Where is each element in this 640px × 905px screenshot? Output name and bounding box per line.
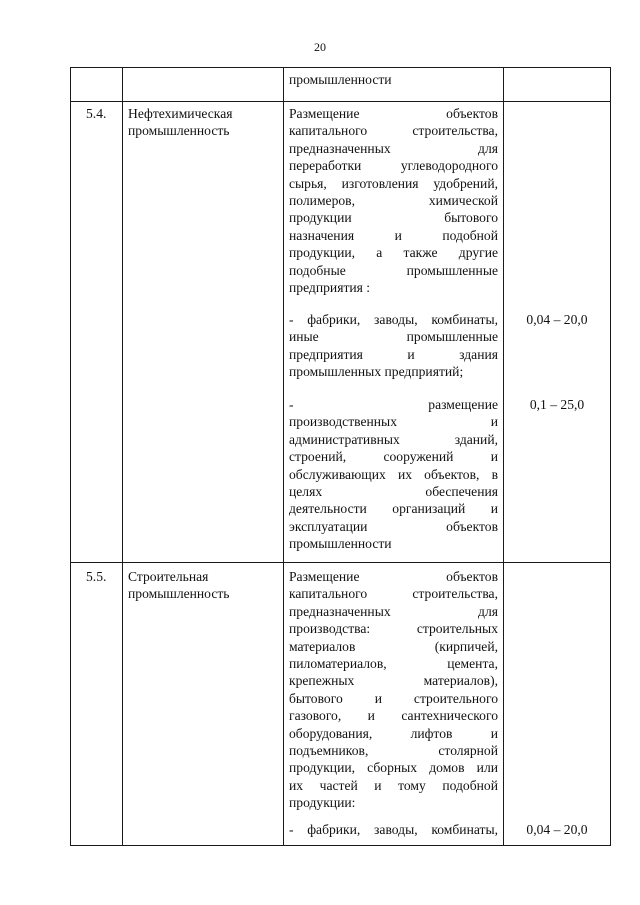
- description-line: материалов (кирпичей,: [289, 638, 498, 654]
- table-row-divider: [70, 101, 611, 102]
- row-number: 5.4.: [86, 106, 107, 121]
- description-line: подъемников, столярной: [289, 743, 498, 759]
- row-description: [289, 71, 498, 88]
- table-border-bottom: [70, 845, 611, 846]
- description-line: предназначенных для: [289, 140, 498, 156]
- description-line: целях обеспечения: [289, 484, 498, 500]
- description-line: - размещение: [289, 397, 498, 412]
- description-line: производственных и: [289, 414, 498, 430]
- table-border-left: [70, 67, 71, 846]
- description-line: продукции, сборных домов или: [289, 760, 498, 776]
- description-line: бытового и строительного: [289, 690, 498, 706]
- table-column-divider: [283, 67, 284, 846]
- row-description: [289, 105, 498, 296]
- table-column-divider: [503, 67, 504, 846]
- description-line: оборудования, лифтов и: [289, 725, 498, 741]
- row-value: 0,04 – 20,0: [526, 822, 588, 837]
- description-line: административных зданий,: [289, 431, 498, 447]
- row-name-line: промышленность: [128, 586, 230, 602]
- description-line: предприятия :: [289, 280, 371, 296]
- table-column-divider: [122, 67, 123, 846]
- page-number: 20: [314, 40, 326, 54]
- description-line: подобные промышленные: [289, 262, 498, 278]
- description-line: Размещение объектов: [289, 106, 498, 121]
- description-line: строений, сооружений и: [289, 449, 498, 465]
- row-description: [289, 311, 498, 381]
- row-number: 5.5.: [86, 569, 107, 584]
- description-line: предназначенных для: [289, 603, 498, 619]
- row-name: [128, 568, 278, 603]
- description-line: - фабрики, заводы, комбинаты,: [289, 312, 498, 327]
- row-name-line: Строительная: [128, 569, 209, 584]
- description-line: деятельности организаций и: [289, 501, 498, 517]
- row-name: [128, 105, 278, 140]
- table-border-top: [70, 67, 611, 68]
- row-description: [289, 396, 498, 553]
- description-line: сырья, изготовления удобрений,: [289, 175, 498, 191]
- description-line: пиломатериалов, цемента,: [289, 656, 498, 672]
- table-row-divider: [70, 562, 611, 563]
- description-line: полимеров, химической: [289, 193, 498, 209]
- description-line: Размещение объектов: [289, 569, 498, 584]
- row-name-line: Нефтехимическая: [128, 106, 233, 121]
- description-line: обслуживающих их объектов, в: [289, 466, 498, 482]
- description-line: промышленных предприятий;: [289, 364, 464, 380]
- description-line: газового, и сантехнического: [289, 708, 498, 724]
- description-line: продукции, а также другие: [289, 245, 498, 261]
- description-line: продукции бытового: [289, 210, 498, 226]
- row-value: 0,1 – 25,0: [529, 397, 585, 412]
- description-line: крепежных материалов),: [289, 673, 498, 689]
- row-description: [289, 568, 498, 812]
- description-line: капитального строительства,: [289, 123, 498, 139]
- description-line: производства: строительных: [289, 621, 498, 637]
- description-line: переработки углеводородного: [289, 158, 498, 174]
- description-line: назначения и подобной: [289, 227, 498, 243]
- description-line: - фабрики, заводы, комбинаты,: [289, 822, 498, 837]
- description-line: их частей и тому подобной: [289, 777, 498, 793]
- description-line: эксплуатации объектов: [289, 518, 498, 534]
- row-value: 0,04 – 20,0: [526, 312, 588, 327]
- description-line: капитального строительства,: [289, 586, 498, 602]
- table-border-right: [610, 67, 611, 846]
- row-name-line: промышленность: [128, 123, 230, 139]
- description-line: продукции:: [289, 795, 356, 811]
- description-line: предприятия и здания: [289, 346, 498, 362]
- description-line: промышленности: [289, 72, 392, 87]
- description-line: иные промышленные: [289, 329, 498, 345]
- description-line: промышленности: [289, 536, 392, 552]
- row-description: [289, 821, 498, 838]
